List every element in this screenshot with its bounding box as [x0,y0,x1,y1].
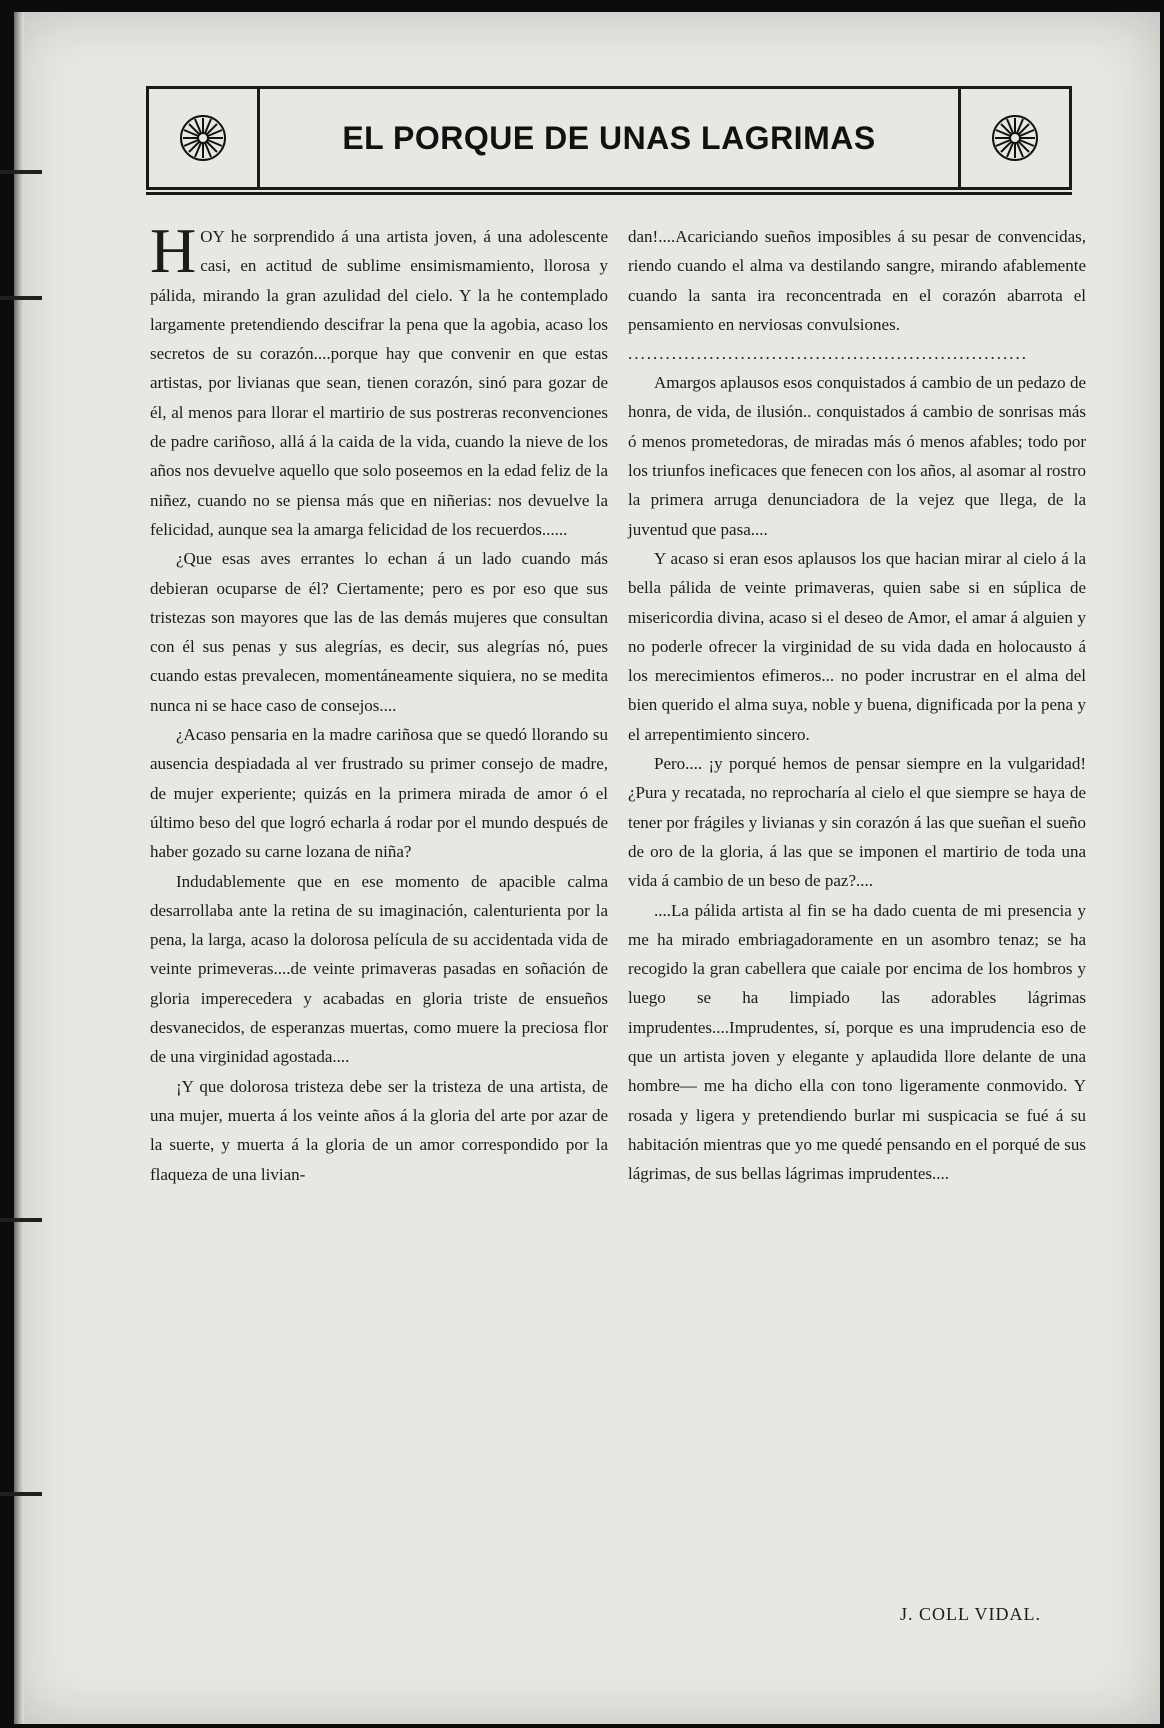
left-column [150,215,608,1189]
binding-stitch [0,170,42,174]
paragraph: Amargos aplausos esos conquistados á cambio de un pedazo de honra, de vida, de ilusión.. conquistados á cambio de sonrisas más ó menos prometedoras, de miradas más ó menos afables; todo por los triunfos ineficaces que fenecen con los años, al asomar al rostro la primera arruga denunciadora de la vejez que llega, de la juventud que pasa.... [628,373,1086,539]
binding-spine [14,12,24,1724]
paragraph: Pero.... ¡y porqué hemos de pensar siempre en la vulgaridad! ¿Pura y recatada, no reprocharía al cielo el que siempre se haya de tener por frágiles y livianas y sin corazón á las que sueñan el sueño de oro de la gloria, á las que se imponen el martirio de toda una vida á cambio de un beso de paz?.... [628,754,1086,891]
right-column [628,222,1086,1189]
header-rule [146,192,1072,195]
drop-cap: H [150,215,197,286]
article-header [146,86,1072,190]
header-ornament-right [958,89,1069,187]
paragraph: ¿Que esas aves errantes lo echan á un lado cuando más debieran ocuparse de él? Ciertamente; pero es por eso que sus tristezas son mayores que las de las demás mujeres que consultan con él sus penas y sus alegrías, es decir, sus alegrías nó, pues cuando estas prevalecen, momentáneamente siquiera, no se medita nunca ni se hace caso de consejos.... [150,549,608,715]
binding-stitch [0,296,42,300]
paragraph: dan!....Acariciando sueños imposibles á su pesar de convencidas, riendo cuando el alma va destilando sangre, mirando afablemente cuando la santa ira reconcentrada en el corazón abarrota el pensamiento en nerviosas convulsiones. [628,227,1086,334]
binding-stitch [0,1218,42,1222]
paragraph: HOY he sorprendido á una artista joven, á una adolescente casi, en actitud de sublime ensimismamiento, llorosa y pálida, mirando la gran azulidad del cielo. Y la he contemplado largamente pretendiendo descifrar la pena que la agobia, acaso los secretos de su corazón....porque hay que convenir en que estas artistas, por livianas que sean, tienen corazón, sinó para gozar de él, al menos para llorar el martirio de sus postreras reconvenciones de padre cariñoso, allá á la caida de la vida, cuando la nieve de los años nos devuelve aquello que solo poseemos en la edad feliz de la niñez, cuando no se piensa más que en niñerias: nos devuelve la felicidad, aunque sea la amarga felicidad de los recuerdos...... [150,215,608,539]
dotted-separator: ................................................................ [628,344,1028,364]
paragraph: Indudablemente que en ese momento de apacible calma desarrollaba ante la retina de su imaginación, calenturienta por la pena, la larga, acaso la dolorosa película de su accidentada vida de veinte primeveras....de veinte primaveras pasadas en soñación de gloria imperecedera y acabadas en gloria triste de ensueños desvanecidos, de esperanzas muertas, como muere la preciosa flor de una virginidad agostada.... [150,871,608,1067]
article-title: EL PORQUE DE UNAS LAGRIMAS [342,119,876,156]
rosette-icon [989,112,1041,164]
header-ornament-left [149,89,260,187]
binding-stitch [0,1492,42,1496]
author-signature: J. COLL VIDAL. [900,1604,1041,1624]
paragraph: Y acaso si eran esos aplausos los que hacian mirar al cielo á la bella pálida de veinte primaveras, quien sabe si en súplica de misericordia divina, acaso si el deseo de Amor, el amar á alguien y no poderle ofrecer la virginidad de su vida dada en holocausto á los merecimientos efimeros... no poder incrustrar en el alma del bien querido el alma suya, noble y buena, dignificada por la pena y el arrepentimiento sincero. [628,548,1086,744]
paragraph: ¡Y que dolorosa tristeza debe ser la tristeza de una artista, de una mujer, muerta á los veinte años á la gloria del arte por azar de la suerte, y muerta á la gloria de un amor correspondido por la flaqueza de una livian- [150,1076,608,1184]
paragraph: ....La pálida artista al fin se ha dado cuenta de mi presencia y me ha mirado embriagadoramente en un asombro tenaz; se ha recogido la gran cabellera que caiale por encima de los hombros y luego se ha limpiado las adorables lágrimas imprudentes....Imprudentes, sí, porque es una imprudencia eso de que un artista joven y elegante y aplaudida llore delante de una hombre— me ha dicho ella con tono ligeramente conmovido. Y rosada y ligera y pretendiendo burlar mi suspicacia se fué á su habitación mientras que yo me quedé pensando en el porqué de sus lágrimas, de sus bellas lágrimas imprudentes.... [628,900,1086,1184]
paragraph: ¿Acaso pensaria en la madre cariñosa que se quedó llorando su ausencia despiadada al ver frustrado su primer consejo de madre, de mujer experiente; quizás en la primera mirada de amor ó el último beso del que logró echarla á rodar por el mundo después de haber gozado su carne lozana de niña? [150,725,608,862]
rosette-icon [177,112,229,164]
